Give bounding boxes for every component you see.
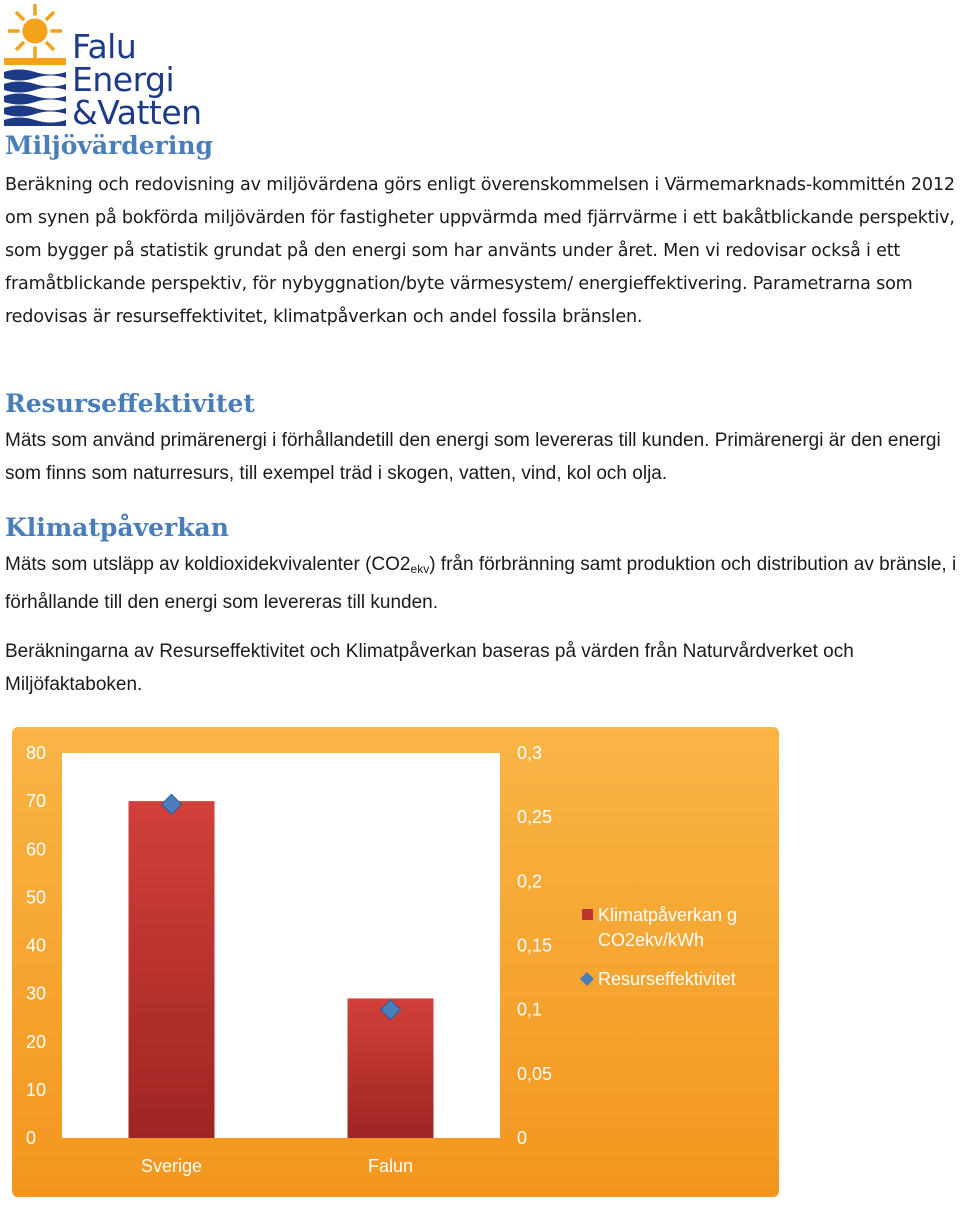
company-logo [4, 4, 204, 132]
logo-line-1: Falu [72, 27, 137, 66]
heading-klimatpaverkan: Klimatpåverkan [5, 513, 229, 542]
legend-bar-swatch [582, 909, 593, 920]
legend-bar-label-cont: CO2ekv/kWh [598, 930, 705, 950]
resurseffektivitet-paragraph: Mäts som använd primärenergi i förhållandetill den energi som levereras till kunden. Primärenergi är den energi som finns som naturresurs, till exempel träd i skogen, vatten, vind, kol och olja. [5, 430, 941, 484]
logo-line-2: Energi [72, 60, 175, 99]
left-tick-label: 20 [26, 1031, 47, 1052]
right-tick-label: 0,15 [517, 935, 553, 956]
x-tick-label: Sverige [140, 1156, 203, 1176]
legend-marker-label: Resurseffektivitet [598, 969, 736, 989]
heading-resurseffektivitet: Resurseffektivitet [5, 389, 255, 418]
intro-paragraph: Beräkning och redovisning av miljövärdena görs enligt överenskommelsen i Värmemarknads-kommittén 2012 om synen på bokförda miljövärden för fastigheter uppvärmda med fjärrvärme i ett bakåtblickande perspektiv, som bygger på statistik grundat på den energi som har använts under året. Men vi redovisar också i ett framåtblickande perspektiv, för nybyggnation/byte värmesystem/ energieffektivering. Parametrarna som redovisas är resurseffektivitet, klimatpåverkan och andel fossila bränslen. [5, 175, 955, 327]
ekv-subscript: ekv [410, 562, 430, 576]
environment-chart [12, 727, 779, 1197]
right-tick-label: 0,25 [517, 807, 553, 828]
left-tick-label: 70 [26, 791, 47, 812]
left-tick-label: 80 [26, 743, 47, 763]
sun-waves-icon [4, 4, 66, 126]
closing-paragraph: Beräkningarna av Resurseffektivitet och Klimatpåverkan baseras på värden från Naturvårdverket och Miljöfaktaboken. [5, 641, 854, 695]
klimatpaverkan-paragraph [5, 548, 960, 619]
klimat-text-start: Mäts som utsläpp av koldioxidekvivalenter (CO2 [5, 554, 411, 575]
right-tick-label: 0 [517, 1128, 528, 1148]
left-tick-label: 10 [26, 1079, 47, 1100]
klimat-text-end: ) från förbränning samt produktion och distribution av bränsle, i förhållande till den energi som levereras till kunden. [5, 554, 957, 613]
left-tick-label: 0 [26, 1128, 37, 1148]
legend-bar-label: Klimatpåverkan g [598, 905, 738, 925]
chart-svg [12, 727, 779, 1197]
right-tick-label: 0,3 [517, 743, 543, 763]
logo-wordmark [72, 27, 202, 132]
left-tick-label: 30 [26, 983, 47, 1004]
right-tick-label: 0,2 [517, 871, 543, 892]
bar-sverige [129, 801, 215, 1138]
left-tick-label: 60 [26, 839, 47, 860]
plot-area [62, 753, 500, 1138]
right-tick-label: 0,05 [517, 1063, 553, 1084]
left-tick-label: 50 [26, 887, 47, 908]
x-tick-label: Falun [367, 1156, 414, 1176]
page-title: Miljövärdering [5, 131, 213, 160]
right-tick-label: 0,1 [517, 999, 543, 1020]
logo-line-3: &Vatten [72, 93, 202, 132]
left-tick-label: 40 [26, 935, 47, 956]
left-axis [26, 743, 46, 1148]
